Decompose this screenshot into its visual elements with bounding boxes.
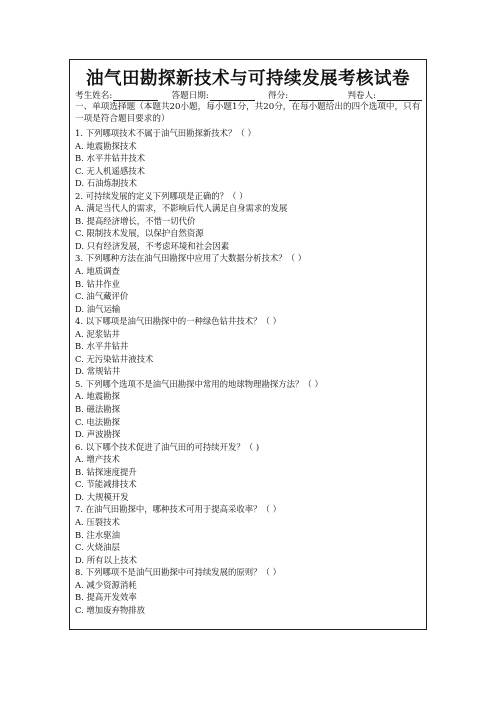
name-blank[interactable] <box>113 91 158 101</box>
date-blank[interactable] <box>210 91 255 101</box>
grader-label: 判卷人: <box>347 91 376 101</box>
candidate-info-row <box>75 89 422 101</box>
date-field <box>172 89 255 101</box>
question-option[interactable]: D. 常规钻井 <box>75 366 121 377</box>
question-option[interactable]: A. 满足当代人的需求，不影响后代人满足自身需求的发展 <box>75 203 288 214</box>
question-option[interactable]: A. 增产技术 <box>75 454 120 465</box>
question-option[interactable]: B. 注水驱油 <box>75 529 120 540</box>
question-stem: 8. 下列哪项不是油气田勘探中可持续发展的原则？（ ） <box>75 567 281 578</box>
question-option[interactable]: B. 提高经济增长，不惜一切代价 <box>75 215 196 226</box>
question-option[interactable]: D. 声波勘探 <box>75 429 121 440</box>
question-option[interactable]: B. 水平井钻井技术 <box>75 153 146 164</box>
question-option[interactable]: C. 火烧油层 <box>75 542 120 553</box>
question-option[interactable]: A. 减少资源消耗 <box>75 579 137 590</box>
question-option[interactable]: C. 电法勘探 <box>75 416 120 427</box>
question-option[interactable]: B. 提高开发效率 <box>75 592 137 603</box>
question-stem: 6. 以下哪个技术促进了油气田的可持续开发？（ ) <box>75 441 260 452</box>
section-intro: 一、单项选择题（本题共20小题，每小题1分，共20分，在每小题给出的四个选项中，只有一项是符合题目要求的） <box>75 102 421 125</box>
question-stem: 7. 在油气田勘探中，哪种技术可用于提高采收率？（ ） <box>75 504 281 515</box>
question-option[interactable]: A. 地震勘探 <box>75 391 120 402</box>
name-label: 考生姓名: <box>75 91 113 101</box>
score-label: 得分: <box>268 91 289 101</box>
question-list <box>75 127 422 616</box>
question-option[interactable]: B. 水平井钻井 <box>75 341 129 352</box>
score-field <box>268 89 334 101</box>
question-option[interactable]: A. 地质调查 <box>75 266 120 277</box>
question-option[interactable]: A. 地震勘探技术 <box>75 140 137 151</box>
question-option[interactable]: A. 泥浆钻井 <box>75 328 120 339</box>
grader-field <box>347 89 422 101</box>
question-option[interactable]: C. 增加废弃物排放 <box>75 604 146 615</box>
question-option[interactable]: D. 只有经济发展，不考虑环境和社会因素 <box>75 240 230 251</box>
question-option[interactable]: D. 大规模开发 <box>75 491 129 502</box>
question-stem: 3. 下列哪种方法在油气田勘探中应用了大数据分析技术？（ ） <box>75 253 307 264</box>
date-label: 答题日期: <box>171 91 209 101</box>
question-stem: 2. 可持续发展的定义下列哪项是正确的？（ ） <box>75 190 248 201</box>
question-option[interactable]: C. 限制技术发展，以保护自然资源 <box>75 228 204 239</box>
grader-blank[interactable] <box>377 91 422 101</box>
question-option[interactable]: C. 无人机遥感技术 <box>75 165 146 176</box>
exam-frame <box>69 59 427 630</box>
question-option[interactable]: D. 油气运输 <box>75 303 121 314</box>
question-option[interactable]: C. 无污染钻井液技术 <box>75 353 154 364</box>
exam-title: 油气田勘探新技术与可持续发展考核试卷 <box>86 69 410 89</box>
question-option[interactable]: B. 钻井作业 <box>75 278 120 289</box>
question-option[interactable]: C. 节能减排技术 <box>75 479 137 490</box>
question-option[interactable]: D. 所有以上技术 <box>75 554 137 565</box>
question-option[interactable]: B. 磁法勘探 <box>75 404 120 415</box>
score-blank[interactable] <box>289 91 334 101</box>
question-stem: 1. 下列哪项技术不属于油气田勘探新技术？（ ） <box>75 128 256 138</box>
name-field <box>75 89 158 101</box>
question-option[interactable]: A. 压裂技术 <box>75 516 120 527</box>
question-option[interactable]: D. 石油炼制技术 <box>75 178 137 189</box>
question-option[interactable]: C. 油气藏评价 <box>75 291 129 302</box>
question-stem: 4. 以下哪项是油气田勘探中的一种绿色钻井技术？（ ） <box>75 316 281 327</box>
question-option[interactable]: B. 钻探速度提升 <box>75 466 137 477</box>
question-stem: 5. 下列哪个选项不是油气田勘探中常用的地球物理勘探方法？（ ） <box>75 378 323 389</box>
